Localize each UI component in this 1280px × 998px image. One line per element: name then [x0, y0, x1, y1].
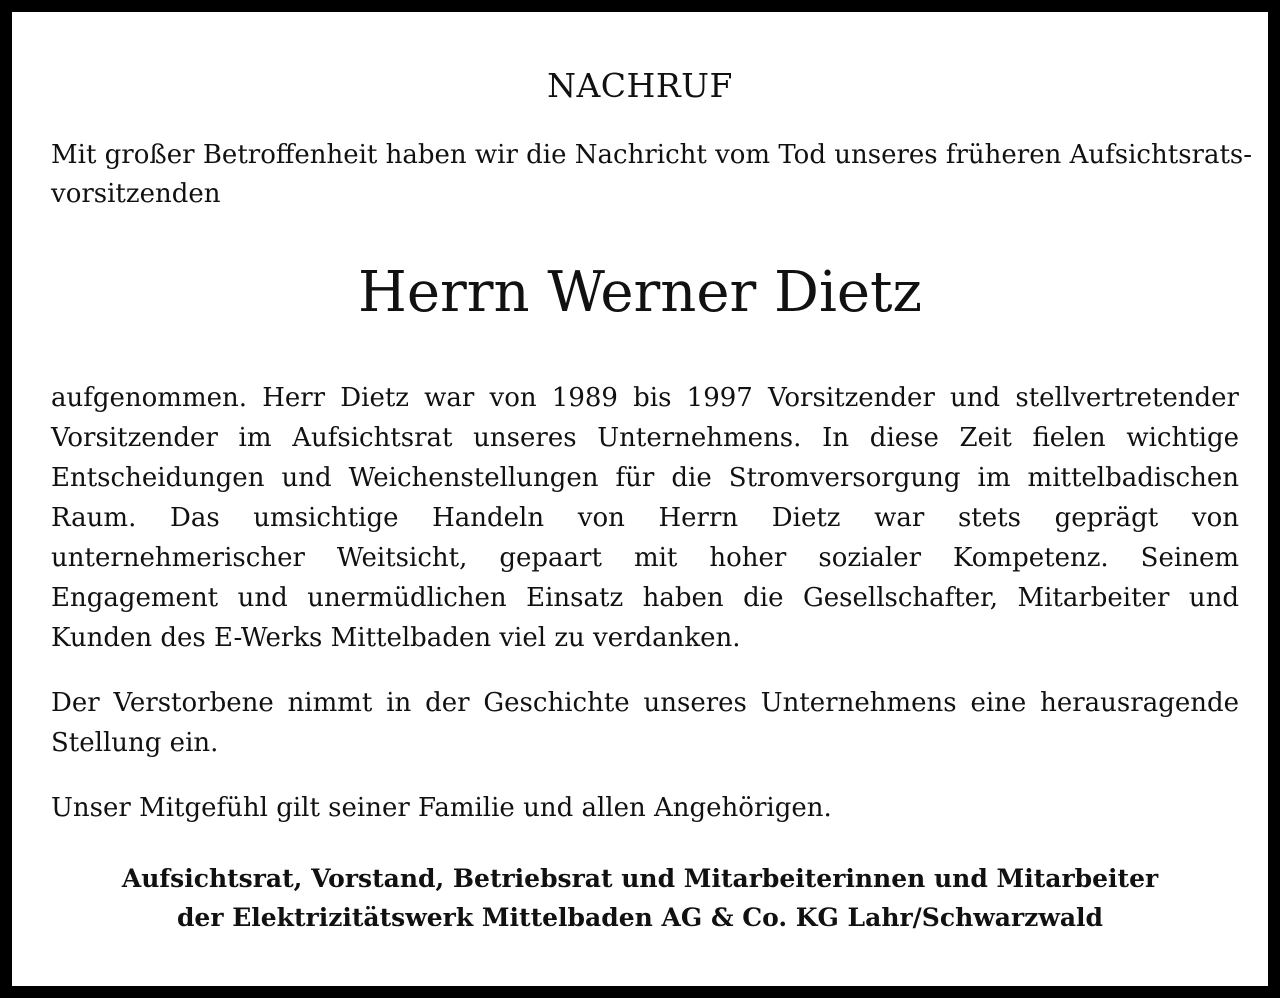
deceased-name: Herrn Werner Dietz [357, 260, 923, 325]
signature-block [12, 859, 1268, 937]
obituary-notice [12, 12, 1268, 986]
intro-line: vorsitzenden [51, 179, 221, 209]
signature-line: Aufsichtsrat, Vorstand, Betriebsrat und Mitarbeiterinnen und Mitarbeiter [121, 864, 1159, 893]
intro-text [51, 136, 1253, 214]
intro-line: Mit großer Betroffenheit haben wir die Nachricht vom Tod unseres früheren Aufsichtsrats- [51, 140, 1253, 170]
body-paragraph: Der Verstorbene nimmt in der Geschichte unseres Unternehmens eine herausragende Stellung ein. [51, 688, 1239, 758]
body-paragraph: aufgenommen. Herr Dietz war von 1989 bis 1997 Vorsitzender und stellvertretender Vorsitzender im Aufsichtsrat unseres Unternehmens. In diese Zeit fielen wichtige Entscheidungen und Weichenstellungen für die Stromversorgung im mittelbadischen Raum. Das umsichtige Handeln von Herrn Dietz war stets geprägt von unternehmerischer Weitsicht, gepaart mit hoher sozialer Kompetenz. Seinem Engagement und unermüdlichen Einsatz haben die Gesellschafter, Mitarbeiter und Kunden des E-Werks Mittelbaden viel zu verdanken. [51, 383, 1239, 653]
notice-title: NACHRUF [547, 66, 733, 105]
signature-line: der Elektrizitätswerk Mittelbaden AG & Co. KG Lahr/Schwarzwald [176, 903, 1104, 932]
body-paragraph: Unser Mitgefühl gilt seiner Familie und allen Angehörigen. [51, 793, 832, 823]
